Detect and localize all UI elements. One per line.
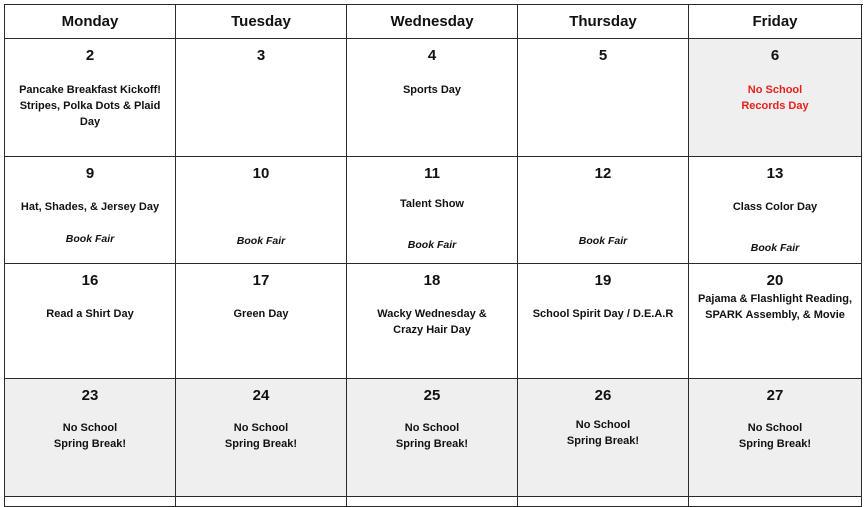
book-fair-note: Book Fair [578, 235, 628, 247]
event-line: No School [404, 422, 460, 434]
event-line: Stripes, Polka Dots & Plaid [19, 100, 161, 112]
event-text [520, 306, 686, 322]
day-cell [518, 157, 689, 264]
day-cell [176, 39, 347, 157]
day-number: 18 [423, 272, 441, 289]
weekday-header-row [5, 5, 863, 39]
calendar-grid [4, 4, 863, 507]
header-tuesday: Tuesday [176, 5, 347, 39]
event-line: No School [575, 419, 631, 431]
header-wednesday: Wednesday [347, 5, 518, 39]
day-number: 10 [252, 165, 270, 182]
day-number: 25 [423, 387, 441, 404]
day-cell [5, 157, 176, 264]
event-line: No School [62, 422, 118, 434]
day-number: 9 [85, 165, 95, 182]
day-number: 24 [252, 387, 270, 404]
event-line: Spring Break! [738, 438, 812, 450]
day-cell [689, 264, 862, 379]
book-fair-note: Book Fair [65, 233, 115, 245]
week-row [5, 39, 863, 157]
event-text [695, 199, 855, 215]
day-number: 13 [766, 165, 784, 182]
header-monday: Monday [5, 5, 176, 39]
event-line: Sports Day [402, 84, 462, 96]
event-text [11, 82, 169, 130]
event-text [353, 306, 511, 338]
event-text [11, 199, 169, 215]
day-number: 23 [81, 387, 99, 404]
event-line: Spring Break! [395, 438, 469, 450]
day-number: 26 [594, 387, 612, 404]
event-line: Class Color Day [732, 201, 818, 213]
week-row-partial [5, 497, 863, 507]
day-number: 16 [81, 272, 99, 289]
event-text [11, 420, 169, 452]
header-friday: Friday [689, 5, 862, 39]
day-number: 11 [424, 165, 440, 182]
event-line: School Spirit Day / D.E.A.R [532, 308, 674, 320]
day-cell [5, 39, 176, 157]
event-line: Spring Break! [224, 438, 298, 450]
day-cell-no-school [689, 39, 862, 157]
event-line: Talent Show [400, 198, 464, 210]
event-line: Pajama & Flashlight Reading, [697, 293, 853, 305]
day-number: 19 [594, 272, 612, 289]
event-line: Pancake Breakfast Kickoff! [19, 84, 161, 96]
day-cell [689, 497, 862, 507]
event-text [353, 196, 511, 212]
book-fair-note: Book Fair [750, 242, 800, 254]
day-number: 2 [85, 47, 95, 64]
event-text [691, 291, 859, 323]
book-fair-note: Book Fair [407, 239, 457, 251]
event-line: Read a Shirt Day [46, 308, 134, 320]
event-line: No School [233, 422, 289, 434]
event-text [353, 420, 511, 452]
event-line: Day [79, 116, 101, 128]
day-cell-no-school [347, 379, 518, 497]
book-fair-note: Book Fair [236, 235, 286, 247]
day-number: 5 [598, 47, 608, 64]
event-line: Wacky Wednesday & [377, 308, 487, 320]
event-line: No School [747, 84, 803, 96]
event-line: No School [747, 422, 803, 434]
header-thursday: Thursday [518, 5, 689, 39]
event-line: Green Day [233, 308, 289, 320]
day-cell [176, 157, 347, 264]
day-cell [5, 264, 176, 379]
day-cell [689, 157, 862, 264]
day-cell [347, 157, 518, 264]
day-number: 6 [770, 47, 780, 64]
day-cell [518, 497, 689, 507]
event-line: Records Day [741, 100, 809, 112]
day-cell [176, 264, 347, 379]
day-number: 17 [252, 272, 270, 289]
day-number: 20 [766, 272, 784, 289]
day-cell [347, 264, 518, 379]
week-row [5, 379, 863, 497]
week-row [5, 157, 863, 264]
event-text [182, 306, 340, 322]
day-cell-no-school [689, 379, 862, 497]
day-cell [518, 39, 689, 157]
day-number: 4 [427, 47, 437, 64]
day-cell-no-school [176, 379, 347, 497]
event-line: Crazy Hair Day [393, 324, 471, 336]
event-line: Hat, Shades, & Jersey Day [20, 201, 160, 213]
event-text [695, 420, 855, 452]
event-text [524, 417, 682, 449]
day-cell-no-school [5, 379, 176, 497]
event-text [353, 82, 511, 98]
day-number: 27 [766, 387, 784, 404]
day-cell [518, 264, 689, 379]
day-cell [5, 497, 176, 507]
day-cell [347, 39, 518, 157]
event-line: Spring Break! [566, 435, 640, 447]
day-cell-no-school [518, 379, 689, 497]
day-number: 12 [594, 165, 612, 182]
week-row [5, 264, 863, 379]
event-text [11, 306, 169, 322]
day-cell [347, 497, 518, 507]
event-line: Spring Break! [53, 438, 127, 450]
event-line: SPARK Assembly, & Movie [705, 309, 845, 321]
no-school-text [695, 82, 855, 114]
event-text [182, 420, 340, 452]
day-number: 3 [256, 47, 266, 64]
day-cell [176, 497, 347, 507]
